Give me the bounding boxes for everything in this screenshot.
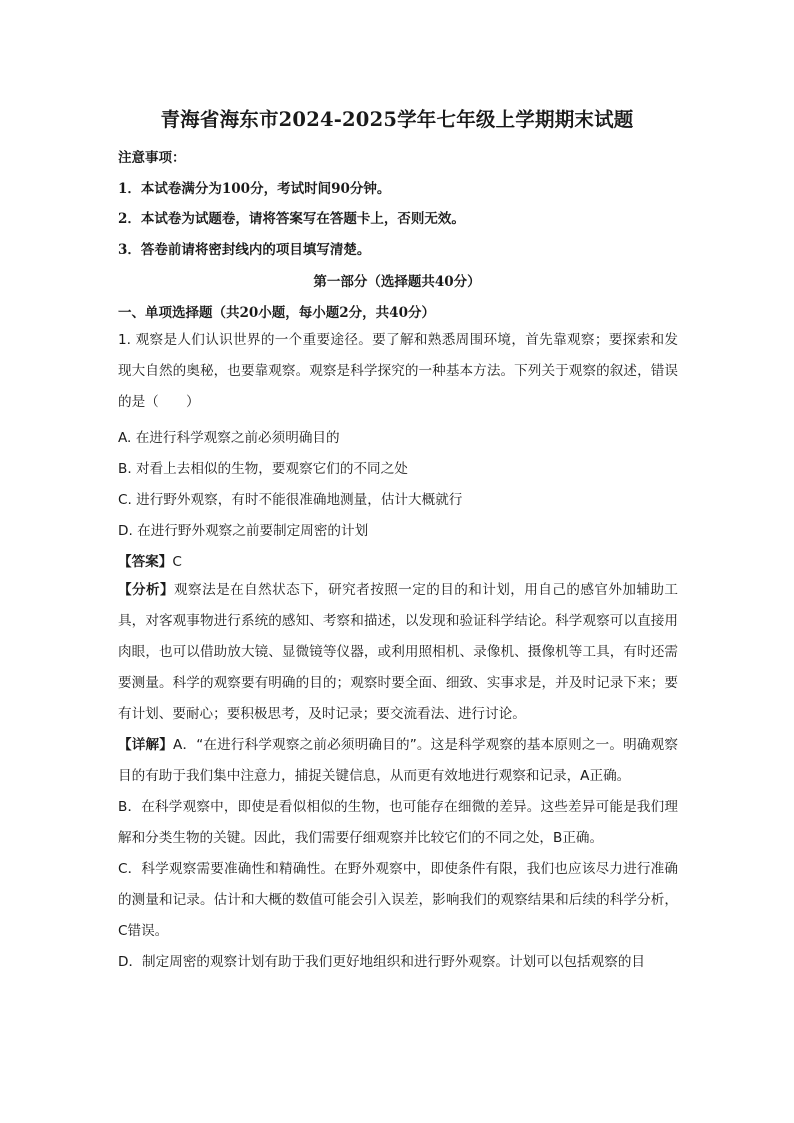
detail-paragraph: C．科学观察需要准确性和精确性。在野外观察中，即使条件有限，我们也应该尽力进行准确的测量和记录。估计和大概的数值可能会引入误差，影响我们的观察结果和后续的科学分析，C错误。 xyxy=(118,861,678,939)
option-d: D. 在进行野外观察之前要制定周密的计划 xyxy=(118,523,369,539)
analysis-paragraph xyxy=(118,575,678,730)
page-title: 青海省海东市2024-2025学年七年级上学期期末试题 xyxy=(160,108,634,131)
option-b: B. 对看上去相似的生物，要观察它们的不同之处 xyxy=(118,461,408,477)
notice-item: 2．本试卷为试题卷，请将答案写在答题卡上，否则无效。 xyxy=(118,211,465,227)
notice-item: 3．答卷前请将密封线内的项目填写清楚。 xyxy=(118,242,371,258)
notice-heading: 注意事项： xyxy=(118,150,186,166)
question-stem: 1. 观察是人们认识世界的一个重要途径。要了解和熟悉周围环境，首先靠观察；要探索和发现大自然的奥秘，也要靠观察。观察是科学探究的一种基本方法。下列关于观察的叙述，错误的是（ ） xyxy=(118,332,678,410)
detail-paragraph: B．在科学观察中，即使是看似相似的生物，也可能存在细微的差异。这些差异可能是我们理解和分类生物的关键。因此，我们需要仔细观察并比较它们的不同之处，B正确。 xyxy=(118,799,678,846)
analysis-label: 【分析】 xyxy=(118,582,175,598)
option-c: C. 进行野外观察，有时不能很准确地测量，估计大概就行 xyxy=(118,492,463,508)
detail-text: A．“在进行科学观察之前必须明确目的”。这是科学观察的基本原则之一。明确观察目的有助于我们集中注意力，捕捉关键信息，从而更有效地进行观察和记录，A正确。 xyxy=(118,737,679,784)
detail-section xyxy=(118,730,678,978)
part-title: 第一部分（选择题共40分） xyxy=(313,274,481,290)
analysis-text: 观察法是在自然状态下，研究者按照一定的目的和计划，用自己的感官外加辅助工具，对客观事物进行系统的感知、考察和描述，以发现和验证科学结论。科学观察可以直接用肉眼，也可以借助放大镜、显微镜等仪器，或利用照相机、录像机、摄像机等工具，有时还需要测量。科学的观察要有明确的目的；观察时要全面、细致、实事求是，并及时记录下来；要有计划、要耐心；要积极思考，及时记录；要交流看法、进行讨论。 xyxy=(118,582,679,722)
answer-value: C xyxy=(172,554,182,570)
detail-paragraph xyxy=(118,730,678,792)
answer-label: 【答案】 xyxy=(118,554,173,570)
detail-label: 【详解】 xyxy=(118,737,174,753)
notice-item: 1．本试卷满分为100分，考试时间90分钟。 xyxy=(118,181,391,197)
section-title: 一、单项选择题（共20小题，每小题2分，共40分） xyxy=(118,305,435,321)
detail-paragraph: D．制定周密的观察计划有助于我们更好地组织和进行野外观察。计划可以包括观察的目 xyxy=(118,954,646,970)
answer-line xyxy=(118,550,182,570)
option-a: A. 在进行科学观察之前必须明确目的 xyxy=(118,430,340,446)
